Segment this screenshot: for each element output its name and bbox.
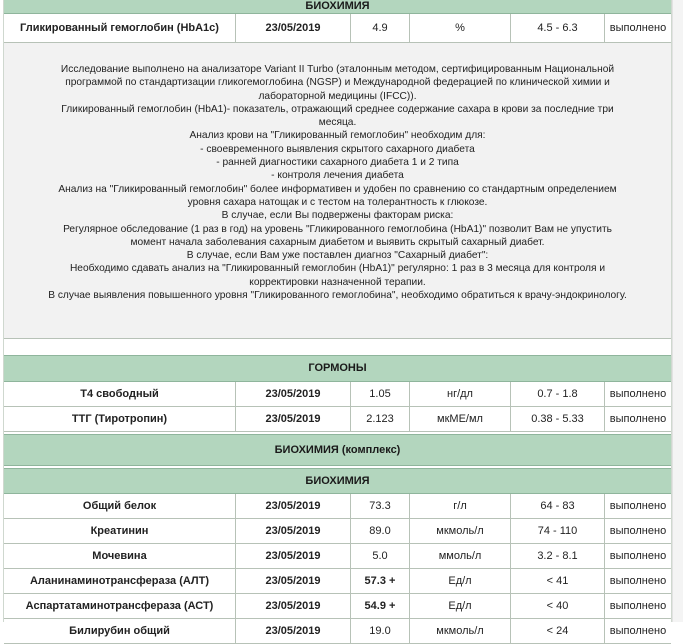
test-status: выполнено (609, 500, 667, 512)
test-status: выполнено (609, 413, 667, 425)
test-date: 23/05/2019 (236, 14, 351, 42)
test-unit: % (410, 14, 511, 42)
test-date: 23/05/2019 (236, 594, 351, 618)
test-range: 0.38 - 5.33 (511, 407, 605, 431)
test-name: Гликированный гемоглобин (HbA1c) (4, 14, 236, 42)
note-line: Анализ крови на "Гликированный гемоглобин" необходим для: (189, 130, 486, 142)
table-row (4, 544, 671, 569)
test-value: 1.05 (351, 382, 410, 406)
test-unit: Ед/л (410, 594, 511, 618)
test-range: 74 - 110 (511, 519, 605, 543)
test-unit: мкМЕ/мл (410, 407, 511, 431)
test-unit: ммоль/л (410, 544, 511, 568)
test-unit: мкмоль/л (410, 519, 511, 543)
test-status: выполнено (609, 525, 667, 537)
test-range: < 24 (511, 619, 605, 643)
test-value: 5.0 (351, 544, 410, 568)
note-line: - ранней диагностики сахарного диабета 1 и 2 типа (216, 157, 459, 169)
test-unit: Ед/л (410, 569, 511, 593)
table-row-flagged (4, 594, 671, 619)
page-scrollbar[interactable] (672, 0, 683, 622)
test-name: Т4 свободный (4, 382, 236, 406)
test-name: Аспартатаминотрансфераза (АСТ) (4, 594, 236, 618)
test-status: выполнено (609, 388, 667, 400)
note-line: момент начала заболевания сахарным диабетом и выявить скрытый сахарный диабет. (130, 236, 545, 248)
note-line: лабораторной медицины (IFCC)). (258, 90, 417, 102)
section-header-biochemistry: БИОХИМИЯ (4, 468, 671, 494)
note-line: месяца. (318, 117, 357, 129)
test-unit: нг/дл (410, 382, 511, 406)
note-line: Необходимо сдавать анализ на "Гликированный гемоглобин (HbA1)" регулярно: 1 раз в 3 месяца для контроля и (69, 263, 606, 275)
note-line: В случае выявления повышенного уровня "Гликированного гемоглобина", необходимо обратиться к врачу-эндокринологу. (48, 290, 627, 302)
test-value-flagged: 54.9 + (351, 594, 410, 618)
test-unit: г/л (410, 494, 511, 518)
test-name: Мочевина (4, 544, 236, 568)
note-line: - своевременного выявления скрытого сахарного диабета (200, 143, 475, 155)
note-line: В случае, если Вы подвержены факторам риска: (221, 210, 454, 222)
table-row (4, 519, 671, 544)
test-name: Общий белок (4, 494, 236, 518)
note-line: корректировки назначенной терапии. (249, 276, 426, 288)
note-line: Гликированный гемоглобин (HbA1)- показатель, отражающий среднее содержание сахара в крови за последние три (61, 103, 614, 115)
test-date: 23/05/2019 (236, 519, 351, 543)
test-range: 0.7 - 1.8 (511, 382, 605, 406)
test-value: 89.0 (351, 519, 410, 543)
note-line: Анализ на "Гликированный гемоглобин" более информативен и удобен по сравнению со стандартным определением (58, 183, 617, 195)
test-date: 23/05/2019 (236, 407, 351, 431)
note-line: - контроля лечения диабета (271, 170, 404, 182)
test-range: < 41 (511, 569, 605, 593)
test-name: Билирубин общий (4, 619, 236, 643)
test-range: 4.5 - 6.3 (511, 14, 605, 42)
test-range: 64 - 83 (511, 494, 605, 518)
test-status: выполнено (609, 575, 667, 587)
test-date: 23/05/2019 (236, 382, 351, 406)
test-status: выполнено (609, 625, 667, 637)
note-line: В случае, если Вам уже поставлен диагноз "Сахарный диабет": (186, 250, 489, 262)
test-range: < 40 (511, 594, 605, 618)
note-line: Регулярное обследование (1 раз в год) на уровень "Гликированного гемоглобина (HbA1)" позволит Вам не упустить (63, 223, 612, 235)
table-row (4, 619, 671, 644)
test-date: 23/05/2019 (236, 494, 351, 518)
note-line: Исследование выполнено на анализаторе Variant II Turbo (эталонным методом, сертифицированным Национальной (60, 64, 615, 75)
section-header-hormones: ГОРМОНЫ (4, 355, 671, 382)
test-date: 23/05/2019 (236, 619, 351, 643)
test-range: 3.2 - 8.1 (511, 544, 605, 568)
section-header-biochemistry: БИОХИМИЯ (4, 0, 671, 14)
section-header-biochemistry-complex: БИОХИМИЯ (комплекс) (4, 434, 671, 466)
results-table (3, 0, 672, 637)
table-row-hba1c (4, 14, 671, 43)
test-value: 2.123 (351, 407, 410, 431)
test-date: 23/05/2019 (236, 569, 351, 593)
test-value-flagged: 57.3 + (351, 569, 410, 593)
test-status: выполнено (609, 22, 667, 34)
test-value: 4.9 (351, 14, 410, 42)
test-name: ТТГ (Тиротропин) (4, 407, 236, 431)
test-value: 73.3 (351, 494, 410, 518)
note-line: программой по стандартизации гликогемоглобина (NGSP) и Международной федерацией по клинической химии и (65, 77, 610, 89)
spacer (4, 339, 671, 355)
note-line: уровня сахара натощак и с тестом на толерантность к глюкозе. (187, 196, 488, 208)
table-row-flagged (4, 569, 671, 594)
hba1c-description (4, 43, 671, 339)
test-status: выполнено (609, 550, 667, 562)
test-status: выполнено (609, 600, 667, 612)
test-date: 23/05/2019 (236, 544, 351, 568)
test-name: Аланинаминотрансфераза (АЛТ) (4, 569, 236, 593)
table-row (4, 407, 671, 432)
table-row (4, 494, 671, 519)
test-unit: мкмоль/л (410, 619, 511, 643)
test-name: Креатинин (4, 519, 236, 543)
table-row (4, 382, 671, 407)
test-value: 19.0 (351, 619, 410, 643)
